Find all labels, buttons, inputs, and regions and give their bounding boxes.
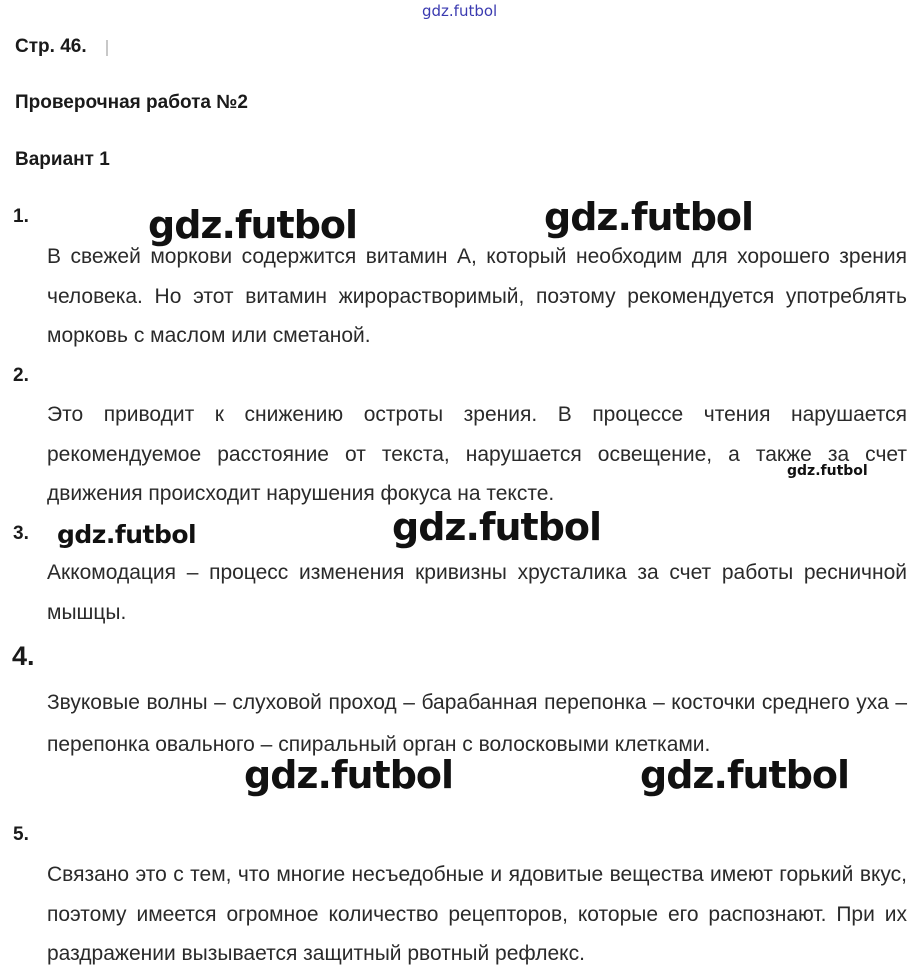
watermark: gdz.futbol (148, 203, 358, 247)
question-number-1: 1. (13, 206, 29, 227)
variant-heading: Вариант 1 (15, 149, 110, 170)
answer-3: Аккомодация – процесс изменения кривизны хрусталика за счет работы ресничной мышцы. (47, 561, 907, 624)
watermark: gdz.futbol (392, 505, 602, 549)
answer-1: В свежей моркови содержится витамин А, который необходим для хорошего зрения человека. Но этот витамин жирорастворимый, поэтому рекомендуется употреблять морковь с маслом или сметаной. (47, 245, 907, 347)
top-watermark: gdz.futbol (422, 2, 498, 20)
answer-2: Это приводит к снижению остроты зрения. В процессе чтения нарушается рекомендуемое расстояние от текста, нарушается освещение, а также за счет движения происходит нарушения фокуса на тексте. (47, 403, 907, 505)
work-title: Проверочная работа №2 (15, 92, 248, 113)
watermark: gdz.futbol (787, 463, 868, 479)
answer-5: Связано это с тем, что многие несъедобные и ядовитые вещества имеют горький вкус, поэтому имеется огромное количество рецепторов, которые его распознают. При их раздражении вызывается защитный рвотный рефлекс. (47, 863, 907, 965)
watermark: gdz.futbol (640, 753, 850, 797)
page-reference-mark (106, 40, 108, 56)
question-number-5: 5. (13, 824, 29, 845)
question-number-4: 4. (12, 641, 35, 671)
watermark: gdz.futbol (57, 520, 197, 549)
page-reference: Стр. 46. (15, 36, 87, 57)
question-number-2: 2. (13, 365, 29, 386)
question-number-3: 3. (13, 523, 29, 544)
answer-4: Звуковые волны – слуховой проход – барабанная перепонка – косточки среднего уха – перепонка овального – спиральный орган с волосковыми клетками. (47, 691, 907, 756)
watermark: gdz.futbol (544, 195, 754, 239)
watermark: gdz.futbol (244, 753, 454, 797)
